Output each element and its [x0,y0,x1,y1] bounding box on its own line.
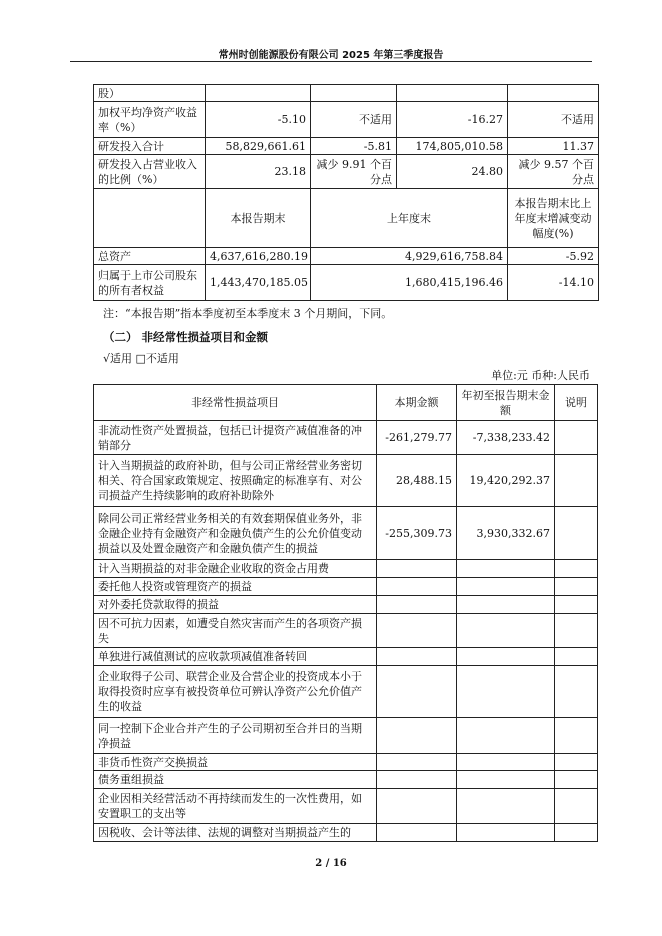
table-row [94,560,598,578]
cell-value [377,824,457,842]
row-label: 总资产 [94,248,206,265]
table-row [94,578,598,596]
cell-value [457,789,555,824]
cell-value: 不适用 [508,102,599,138]
item-label: 非流动性资产处置损益，包括已计提资产减值准备的冲销部分 [94,421,377,455]
cell-value: 4,929,616,758.84 [311,248,508,265]
item-label: 因税收、会计等法律、法规的调整对当期损益产生的 [94,824,377,842]
table-row [94,666,598,718]
cell-value [397,85,508,102]
table-row [94,421,598,455]
cell-value [555,507,598,560]
table-row [94,718,598,754]
item-label: 计入当期损益的政府补助，但与公司正常经营业务密切相关、符合国家政策规定、按照确定的标准享有、对公司损益产生持续影响的政府补助除外 [94,455,377,507]
cell-value [508,85,599,102]
cell-value [377,718,457,754]
cell-value [555,771,598,789]
table-row [94,507,598,560]
table-row [94,265,599,301]
cell-value: -16.27 [397,102,508,138]
cell-value: -14.10 [508,265,599,301]
page-number: 2 / 16 [315,858,347,869]
item-label: 企业因相关经营活动不再持续而发生的一次性费用，如安置职工的支出等 [94,789,377,824]
cell-value [555,560,598,578]
cell-value [457,614,555,648]
item-label: 因不可抗力因素，如遭受自然灾害而产生的各项资产损失 [94,614,377,648]
cell-value [377,648,457,666]
cell-value: -5.92 [508,248,599,265]
cell-value [377,578,457,596]
cell-value [555,824,598,842]
cell-value: 28,488.15 [377,455,457,507]
cell-value [457,596,555,614]
item-label: 非货币性资产交换损益 [94,754,377,771]
table-row [94,596,598,614]
cell-value: -5.81 [311,138,397,155]
report-header-title: 常州时创能源股份有限公司 2025 年第三季度报告 [218,50,444,61]
cell-value [457,754,555,771]
item-label: 计入当期损益的对非金融企业收取的资金占用费 [94,560,377,578]
table-row [94,754,598,771]
table-row [94,155,599,189]
table-row [94,771,598,789]
cell-value: -261,279.77 [377,421,457,455]
header-cell: 非经常性损益项目 [94,385,377,421]
table-row [94,138,599,155]
section-title: （二） 非经常性损益项目和金额 [103,330,269,344]
cell-value: -7,338,233.42 [457,421,555,455]
cell-value [206,85,311,102]
row-label: 加权平均净资产收益率（%） [94,102,206,138]
item-label: 对外委托贷款取得的损益 [94,596,377,614]
cell-value [555,614,598,648]
cell-value [377,666,457,718]
financial-indicators-table [93,84,599,301]
cell-value: 3,930,332.67 [457,507,555,560]
item-label: 单独进行减值测试的应收款项减值准备转回 [94,648,377,666]
cell-value [555,789,598,824]
table-header-row [94,189,599,248]
cell-value: 11.37 [508,138,599,155]
cell-value [555,421,598,455]
cell-value [377,771,457,789]
cell-value: 不适用 [311,102,397,138]
table-row [94,248,599,265]
cell-value [555,718,598,754]
header-cell: 本报告期末 [206,189,311,248]
cell-value [457,648,555,666]
cell-value: -255,309.73 [377,507,457,560]
item-label: 委托他人投资或管理资产的损益 [94,578,377,596]
unit-currency-label: 单位:元 币种:人民币 [491,369,590,382]
row-label: 归属于上市公司股东的所有者权益 [94,265,206,301]
cell-value [457,771,555,789]
header-cell [94,189,206,248]
cell-value [555,754,598,771]
cell-value: 减少 9.57 个百分点 [508,155,599,189]
header-divider [70,61,592,62]
cell-value [555,578,598,596]
table-row [94,102,599,138]
header-cell: 本期金额 [377,385,457,421]
cell-value: 1,680,415,196.46 [311,265,508,301]
table-row [94,85,599,102]
table-row [94,614,598,648]
table-row [94,648,598,666]
cell-value [377,596,457,614]
cell-value [457,666,555,718]
row-label: 研发投入合计 [94,138,206,155]
header-cell: 说明 [555,385,598,421]
applicable-checkbox-line: √适用 □不适用 [103,352,179,365]
cell-value [311,85,397,102]
cell-value: 19,420,292.37 [457,455,555,507]
cell-value: 1,443,470,185.05 [206,265,311,301]
cell-value [555,648,598,666]
table-row [94,824,598,842]
cell-value [457,578,555,596]
table-row [94,789,598,824]
row-label: 研发投入占营业收入的比例（%） [94,155,206,189]
header-cell: 年初至报告期末金额 [457,385,555,421]
cell-value [377,789,457,824]
table-header-row [94,385,598,421]
cell-value [377,614,457,648]
cell-value: 23.18 [206,155,311,189]
cell-value [457,824,555,842]
cell-value [457,718,555,754]
item-label: 债务重组损益 [94,771,377,789]
cell-value [457,560,555,578]
cell-value: 174,805,010.58 [397,138,508,155]
table-row [94,455,598,507]
cell-value [555,455,598,507]
cell-value [377,560,457,578]
cell-value: 减少 9.91 个百分点 [311,155,397,189]
item-label: 同一控制下企业合并产生的子公司期初至合并日的当期净损益 [94,718,377,754]
cell-value [555,596,598,614]
cell-value: 4,637,616,280.19 [206,248,311,265]
cell-value: 58,829,661.61 [206,138,311,155]
item-label: 除同公司正常经营业务相关的有效套期保值业务外，非金融企业持有金融资产和金融负债产生的公允价值变动损益以及处置金融资产和金融负债产生的损益 [94,507,377,560]
row-label: 股） [94,85,206,102]
header-cell: 本报告期末比上年度末增减变动幅度(%) [508,189,599,248]
cell-value [377,754,457,771]
header-cell: 上年度末 [311,189,508,248]
non-recurring-items-table [93,384,598,842]
cell-value [555,666,598,718]
cell-value: 24.80 [397,155,508,189]
cell-value: -5.10 [206,102,311,138]
item-label: 企业取得子公司、联营企业及合营企业的投资成本小于取得投资时应享有被投资单位可辨认净资产公允价值产生的收益 [94,666,377,718]
table-note: 注：“本报告期”指本季度初至本季度末 3 个月期间，下同。 [103,307,393,320]
